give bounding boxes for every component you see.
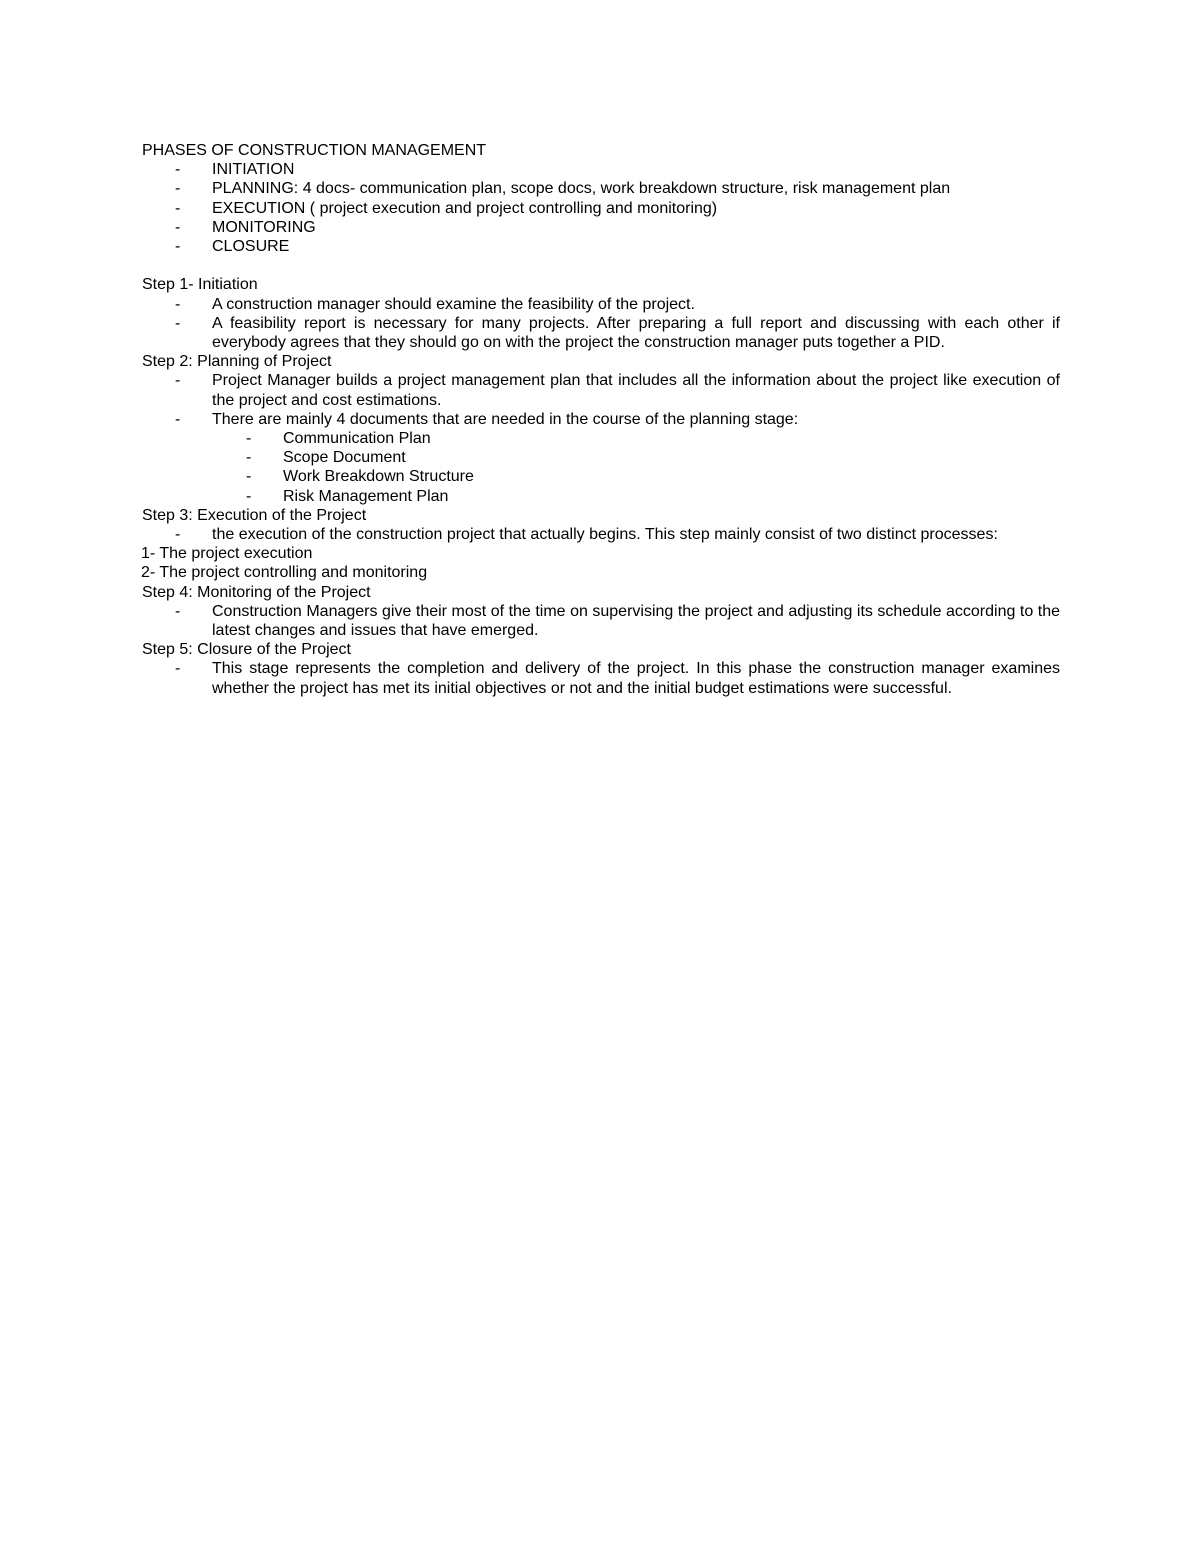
step5-heading: Step 5: Closure of the Project [142, 641, 351, 659]
step2-item-text: There are mainly 4 documents that are needed in the course of the planning stage: [212, 410, 799, 428]
bullet-dash: - [175, 161, 181, 179]
document-title: PHASES OF CONSTRUCTION MANAGEMENT [142, 142, 487, 159]
step2-item [142, 410, 1060, 429]
step4-item [142, 602, 1060, 640]
bullet-dash: - [246, 449, 252, 467]
step1-item-text: A feasibility report is necessary for many projects. After preparing a full report and discussing with each other if everybody agrees that they should go on with the project the construction manager puts together a PID. [212, 314, 1060, 352]
bullet-dash: - [175, 218, 181, 236]
step5-item [142, 659, 1060, 697]
planning-document-text: Scope Document [283, 449, 406, 467]
phase-text: INITIATION [212, 161, 295, 179]
bullet-dash: - [246, 468, 252, 486]
phase-item-closure [142, 237, 1060, 256]
phase-item-initiation [142, 160, 1060, 179]
planning-document-item [142, 487, 1060, 506]
phase-text: PLANNING: 4 docs- communication plan, scope docs, work breakdown structure, risk management plan [212, 180, 951, 198]
bullet-dash: - [175, 410, 181, 428]
step1-item [142, 314, 1060, 352]
phase-item-execution [142, 199, 1060, 218]
step3-heading: Step 3: Execution of the Project [142, 506, 367, 524]
planning-document-text: Communication Plan [283, 430, 431, 448]
planning-document-text: Work Breakdown Structure [283, 468, 474, 486]
phase-text: CLOSURE [212, 238, 290, 256]
planning-document-text: Risk Management Plan [283, 487, 449, 505]
bullet-dash: - [175, 199, 181, 217]
bullet-dash: - [175, 238, 181, 256]
planning-document-item [142, 429, 1060, 448]
step2-heading: Step 2: Planning of Project [142, 353, 332, 371]
bullet-dash: - [246, 430, 252, 448]
planning-document-item [142, 467, 1060, 486]
bullet-dash: - [175, 660, 181, 678]
step3-item-text: the execution of the construction project that actually begins. This step mainly consist of two distinct processes: [212, 526, 998, 544]
step1-heading: Step 1- Initiation [142, 276, 258, 294]
bullet-dash: - [175, 180, 181, 198]
document-page [142, 141, 1060, 698]
phase-text: MONITORING [212, 218, 316, 236]
step2-item-text: Project Manager builds a project management plan that includes all the information about the project like execution of the project and cost estimations. [212, 372, 1060, 409]
step1-item [142, 295, 1060, 314]
step5-item-text: This stage represents the completion and delivery of the project. In this phase the construction manager examines whether the project has met its initial objectives or not and the initial budget estimations were successful. [212, 660, 1060, 697]
step3-item [142, 525, 1060, 544]
phase-item-monitoring [142, 218, 1060, 237]
bullet-dash: - [175, 295, 181, 313]
step2-item [142, 371, 1060, 409]
planning-document-item [142, 448, 1060, 467]
phase-text: EXECUTION ( project execution and project controlling and monitoring) [212, 199, 718, 217]
bullet-dash: - [175, 314, 181, 332]
phase-item-planning [142, 179, 1060, 198]
step3-process: 2- The project controlling and monitoring [141, 564, 428, 582]
bullet-dash: - [175, 372, 181, 390]
bullet-dash: - [246, 487, 252, 505]
bullet-dash: - [175, 602, 181, 620]
step4-heading: Step 4: Monitoring of the Project [142, 583, 371, 601]
bullet-dash: - [175, 526, 181, 544]
step3-process: 1- The project execution [141, 545, 313, 563]
step4-item-text: Construction Managers give their most of the time on supervising the project and adjusting its schedule according to the latest changes and issues that have emerged. [212, 602, 1060, 640]
paragraph-gap [142, 256, 1060, 275]
step1-item-text: A construction manager should examine the feasibility of the project. [212, 295, 695, 313]
